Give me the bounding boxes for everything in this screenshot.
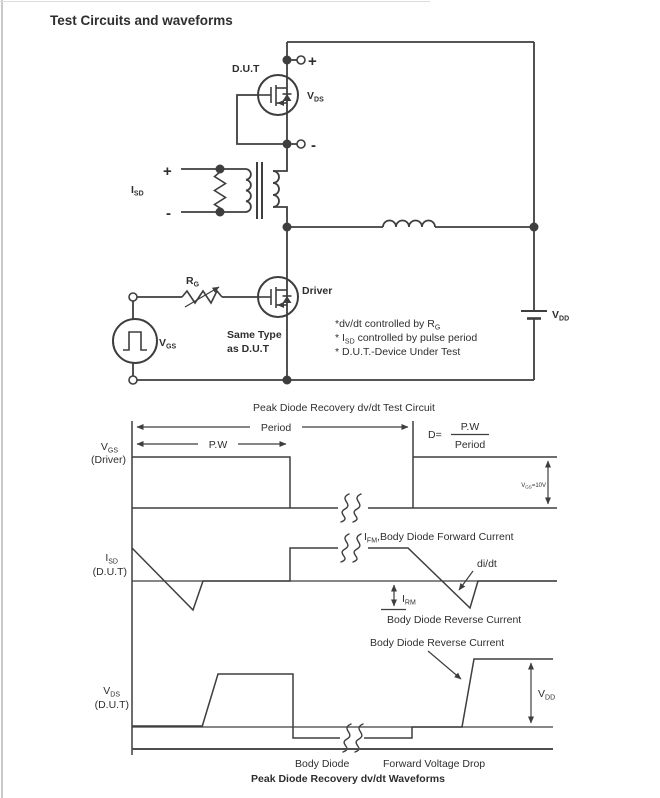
vgs-break-symbol	[341, 494, 361, 522]
vgs-axis-label: $V_{GS}$	[100, 441, 118, 455]
vdd-battery	[521, 311, 547, 319]
vds-waveform	[132, 651, 556, 752]
dut-mosfet	[237, 75, 298, 144]
isd-minus-label: -	[166, 205, 171, 222]
isd-plus-label: +	[163, 163, 172, 180]
driver-mosfet-symbol	[258, 287, 292, 308]
page-title: Test Circuits and waveforms	[50, 13, 233, 28]
didt-label: di/dt	[477, 558, 497, 570]
vgs-level-label: $V_{GS}=10V$	[521, 483, 546, 490]
period-label: Period	[260, 422, 292, 434]
isd-axis-label2: (D.U.T)	[92, 566, 127, 578]
waveforms-caption: Peak Diode Recovery dv/dt Waveforms	[251, 773, 445, 785]
vds-axis-label: $V_{DS}$	[103, 685, 120, 699]
body-diode-label: Body Diode	[295, 758, 350, 770]
bd-reverse-arrow	[428, 651, 461, 679]
same-type-line1: Same Type	[227, 329, 282, 341]
dut-mosfet-symbol	[258, 85, 292, 106]
driver-label: Driver	[302, 285, 333, 297]
duty-d-label: D=	[428, 429, 442, 441]
primary-winding	[246, 169, 251, 212]
note-dvdt: *dv/dt controlled by $R_G$	[335, 318, 441, 332]
vds-sense-terminals	[292, 56, 306, 148]
isd-axis-label: $I_{SD}$	[105, 552, 118, 566]
isd-label: $I_{SD}$	[131, 184, 144, 198]
waveform-diagram	[132, 421, 557, 755]
duty-numerator: P.W	[460, 421, 480, 433]
secondary-winding	[273, 171, 279, 207]
pulse-glyph	[123, 332, 147, 350]
note-isd: * $I_{SD}$ controlled by pulse period	[335, 332, 478, 346]
ifm-label: $I_{FM},Body$ Diode Forward Current	[364, 531, 514, 545]
vdd-level-label: $V_{DD}$	[538, 688, 556, 702]
vds-break-symbol	[343, 724, 363, 752]
vgs-label: $V_{GS}$	[159, 337, 177, 351]
rg-resistor	[137, 287, 258, 307]
vdd-label: $V_{DD}$	[552, 309, 570, 323]
dut-label: D.U.T	[232, 63, 260, 75]
vds-bd-reverse-label: Body Diode Reverse Current	[370, 637, 505, 649]
isd-waveform	[132, 534, 557, 610]
isd-break-symbol	[341, 534, 361, 562]
duty-denominator: Period	[454, 439, 486, 451]
same-type-line2: as D.U.T	[227, 343, 270, 355]
isd-bd-reverse-label: Body Diode Reverse Current	[387, 614, 522, 626]
irm-label: $I_{RM}$	[402, 593, 416, 607]
primary-resistor	[215, 169, 226, 212]
isd-transformer	[181, 162, 279, 219]
vgs-waveform	[132, 421, 557, 522]
pw-label: P.W	[208, 439, 228, 451]
vgs-axis-label2: (Driver)	[91, 454, 126, 466]
test-circuit-diagram	[113, 42, 547, 385]
vds-label: $V_{DS}$	[307, 90, 324, 104]
rg-label: $R_G$	[186, 275, 200, 289]
forward-drop-label: Forward Voltage Drop	[383, 758, 486, 770]
vgs-pulse-source	[113, 293, 157, 384]
series-inductor	[383, 221, 435, 228]
plus-terminal-label: +	[308, 53, 317, 70]
vds-axis-label2: (D.U.T)	[94, 699, 129, 711]
minus-terminal-label: -	[311, 137, 316, 154]
circuit-caption: Peak Diode Recovery dv/dt Test Circuit	[253, 402, 435, 414]
driver-mosfet	[258, 277, 298, 317]
note-dut: * D.U.T.-Device Under Test	[335, 346, 461, 358]
